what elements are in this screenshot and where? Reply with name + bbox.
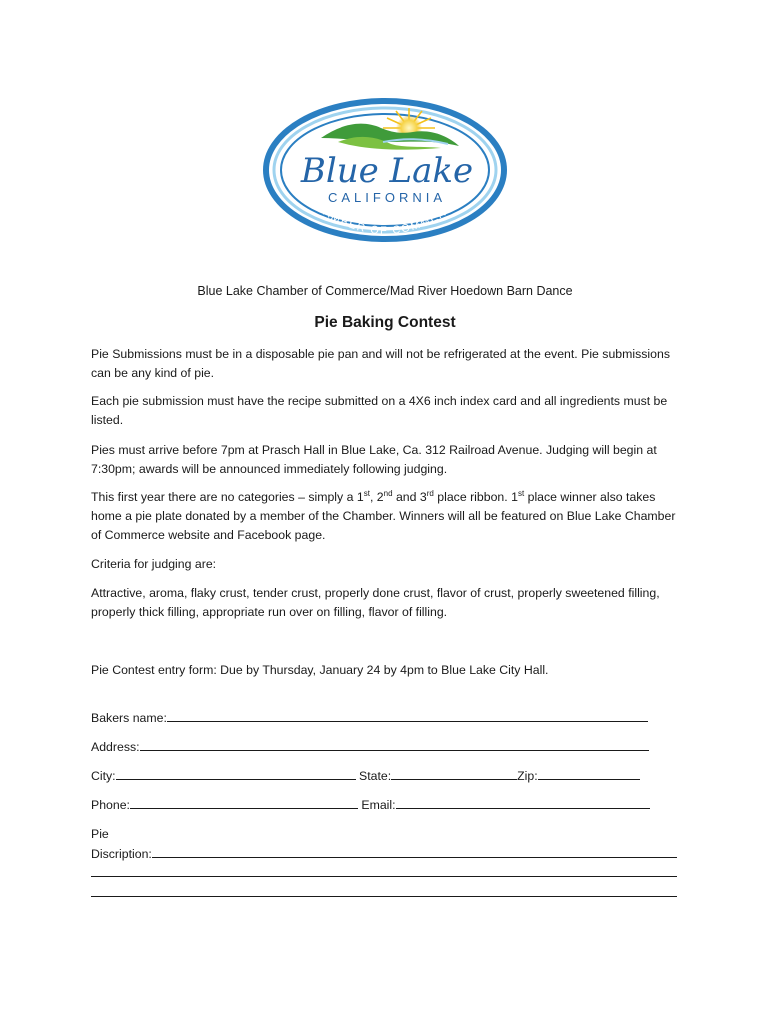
bakers-name-label: Bakers name: bbox=[91, 711, 167, 725]
city-state-zip-row bbox=[91, 767, 691, 786]
paragraph-recipe: Each pie submission must have the recipe submitted on a 4X6 inch index card and all ingredients must be listed. bbox=[91, 394, 668, 427]
state-label: State: bbox=[355, 769, 392, 783]
paragraph-criteria-heading: Criteria for judging are: bbox=[91, 557, 217, 571]
logo-title: Blue Lake bbox=[300, 151, 474, 191]
description-label: Discription: bbox=[91, 847, 152, 861]
paragraph-categories: This first year there are no categories – simply a 1st, 2nd and 3rd place ribbon. 1st place winner also takes home a pie plate donated by a member of the Chamber. Winners will all be featured on Blue Lake Chamber of Commerce website and Facebook page. bbox=[91, 488, 676, 542]
paragraph-criteria-list: Attractive, aroma, flaky crust, tender crust, properly done crust, flavor of crust, properly sweetened filling, properly thick filling, appropriate run over on filling, flavor of filling. bbox=[91, 586, 660, 619]
bakers-name-row bbox=[91, 709, 691, 728]
description-continuation-1 bbox=[91, 864, 691, 883]
event-subtitle: Blue Lake Chamber of Commerce/Mad River Hoedown Barn Dance bbox=[197, 284, 573, 298]
address-label: Address: bbox=[91, 740, 140, 754]
address-field[interactable] bbox=[140, 738, 649, 751]
paragraph-submissions: Pie Submissions must be in a disposable pie pan and will not be refrigerated at the event. Pie submissions can be any kind of pie. bbox=[91, 347, 670, 380]
description-field-line-2[interactable] bbox=[91, 864, 677, 877]
phone-label: Phone: bbox=[91, 798, 130, 812]
blue-lake-chamber-logo bbox=[263, 98, 507, 242]
description-continuation-2 bbox=[91, 884, 691, 903]
address-row bbox=[91, 738, 691, 757]
logo-arc-text: CHAMBER OF COMMERCE bbox=[305, 195, 465, 238]
description-row bbox=[91, 845, 691, 864]
phone-email-row bbox=[91, 796, 691, 815]
page-title: Pie Baking Contest bbox=[314, 314, 456, 331]
city-field[interactable] bbox=[116, 767, 356, 780]
state-field[interactable] bbox=[391, 767, 517, 780]
email-label: Email: bbox=[357, 798, 396, 812]
pie-label-row bbox=[91, 825, 691, 844]
paragraph-arrival: Pies must arrive before 7pm at Prasch Hall in Blue Lake, Ca. 312 Railroad Avenue. Judging will begin at 7:30pm; awards will be announced immediately following judging. bbox=[91, 443, 657, 476]
description-field[interactable] bbox=[152, 845, 677, 858]
zip-field[interactable] bbox=[538, 767, 640, 780]
description-field-line-3[interactable] bbox=[91, 884, 677, 897]
zip-label: Zip: bbox=[517, 769, 538, 783]
email-field[interactable] bbox=[396, 796, 650, 809]
pie-label: Pie bbox=[91, 827, 109, 841]
bakers-name-field[interactable] bbox=[167, 709, 648, 722]
entry-form-intro: Pie Contest entry form: Due by Thursday, January 24 by 4pm to Blue Lake City Hall. bbox=[91, 663, 549, 677]
city-label: City: bbox=[91, 769, 116, 783]
logo-state: CALIFORNIA bbox=[327, 190, 447, 205]
phone-field[interactable] bbox=[130, 796, 358, 809]
